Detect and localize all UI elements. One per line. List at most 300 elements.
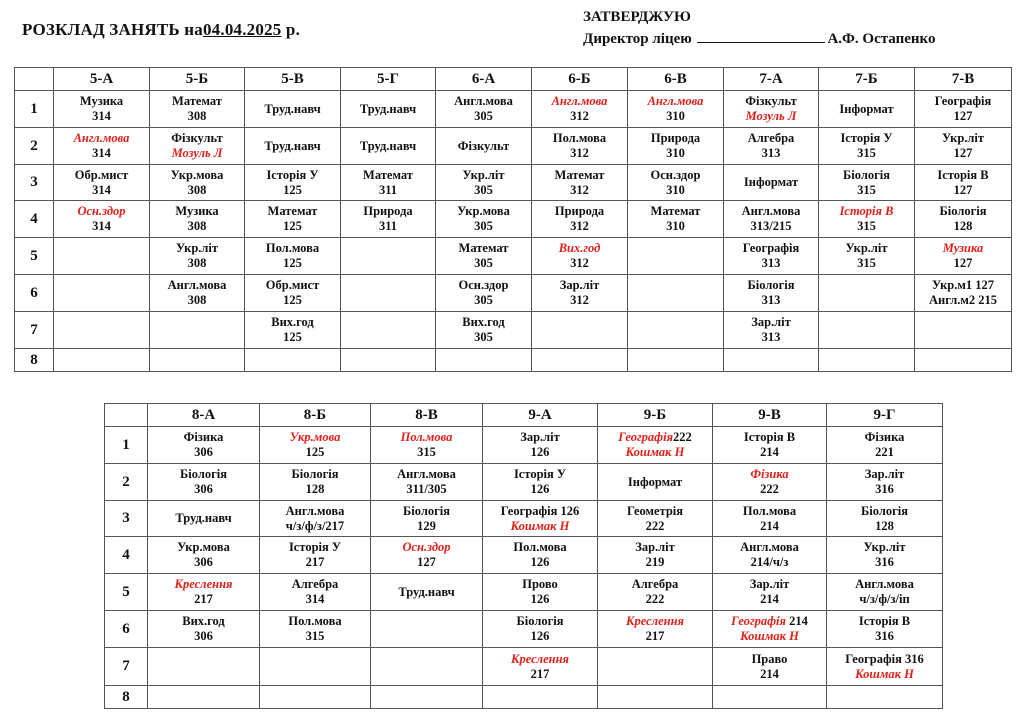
detail-text: 127 (953, 256, 973, 270)
subject-name (629, 94, 722, 109)
detail-text: 125 (283, 182, 302, 197)
lesson-cell (483, 464, 598, 501)
lesson-cell (724, 312, 819, 349)
detail-text: 219 (645, 555, 665, 569)
period-number: 3 (15, 165, 54, 201)
subject-name (484, 540, 596, 555)
subject-text: Англ.мова (740, 540, 799, 554)
subject-text: Англ.мова (454, 94, 513, 108)
subject-name (372, 585, 481, 600)
subject-text: Біологія (180, 467, 227, 481)
lesson-detail (725, 109, 817, 124)
lesson-cell (628, 312, 724, 349)
subject-text: Фізкульт (457, 138, 510, 153)
lesson-cell (628, 349, 724, 372)
lesson-cell (598, 611, 713, 648)
lesson-cell (724, 201, 819, 238)
lesson-detail (261, 482, 369, 497)
lesson-detail (533, 293, 626, 308)
subject-text: Музика (175, 204, 219, 218)
subject-text: Біологія (403, 503, 450, 518)
lesson-detail (261, 592, 369, 607)
detail-text: 315 (305, 629, 325, 643)
subject-name (820, 102, 913, 117)
detail-text: 308 (187, 293, 207, 307)
subject-text: Пол.мова (288, 614, 342, 628)
lesson-detail (599, 592, 711, 607)
lesson-cell (713, 501, 827, 537)
lesson-detail (261, 519, 369, 534)
lesson-cell (148, 648, 260, 686)
detail-text: 306 (194, 555, 213, 569)
subject-text: Біологія (747, 278, 795, 292)
lesson-cell (819, 91, 915, 128)
detail-text: Кошмак Н (740, 629, 799, 643)
period-row (105, 464, 943, 501)
period-number: 5 (15, 238, 54, 275)
subject-text: Укр.літ (175, 241, 219, 255)
lesson-cell (819, 128, 915, 165)
subject-name (820, 168, 913, 183)
period-row (105, 427, 943, 464)
detail-text: 221 (875, 445, 894, 459)
lesson-detail (820, 256, 913, 271)
subject-name (372, 467, 481, 482)
lesson-detail (246, 183, 339, 198)
subject-text: Прово (522, 577, 558, 591)
lesson-cell (724, 275, 819, 312)
period-row (105, 686, 943, 709)
detail-text: 126 (530, 592, 550, 606)
detail-text: 308 (187, 182, 207, 197)
detail-text: 316 (875, 629, 894, 643)
subject-name (246, 315, 339, 330)
period-number: 3 (105, 501, 148, 537)
lesson-cell (724, 128, 819, 165)
lesson-cell (827, 611, 943, 648)
lesson-cell (819, 349, 915, 372)
subject-text: Біологія (516, 614, 564, 628)
subject-name (437, 204, 530, 219)
lesson-detail (629, 146, 722, 161)
subject-text: Фізкульт (745, 94, 797, 108)
subject-name (725, 315, 817, 330)
detail-text: 125 (283, 219, 302, 233)
lesson-detail (629, 219, 722, 234)
subject-name (599, 475, 711, 490)
subject-name (533, 241, 626, 256)
subject-name (725, 94, 817, 109)
lesson-detail (533, 146, 626, 161)
class-header: 5-Б (150, 68, 245, 91)
lesson-cell (819, 201, 915, 238)
lesson-detail (725, 293, 817, 308)
subject-text: Математ (363, 167, 413, 182)
detail-text: 128 (953, 219, 973, 233)
lesson-cell (713, 574, 827, 611)
lesson-cell (713, 611, 827, 648)
subject-name (151, 278, 243, 293)
detail-text: 126 (530, 445, 550, 459)
subject-text: Біологія (939, 204, 987, 218)
lesson-detail (599, 445, 711, 460)
subject-name (55, 204, 148, 219)
lesson-cell (598, 686, 713, 709)
subject-text: Зар.літ (559, 278, 600, 292)
lesson-detail (714, 445, 825, 460)
subject-text: Англ.мова (855, 577, 914, 591)
lesson-detail (151, 293, 243, 308)
header-row (15, 68, 1012, 91)
lesson-detail (714, 482, 825, 497)
lesson-cell (436, 91, 532, 128)
lesson-cell (827, 686, 943, 709)
subject-text: Біологія (291, 467, 339, 481)
subject-name (916, 168, 1010, 183)
approve-heading: ЗАТВЕРДЖУЮ (583, 9, 691, 25)
lesson-cell (260, 537, 371, 574)
period-row (105, 537, 943, 574)
subject-text: Укр.мова (177, 540, 230, 554)
lesson-cell (827, 427, 943, 464)
subject-name (151, 131, 243, 146)
detail-text: 310 (666, 109, 685, 123)
subject-name (484, 652, 596, 667)
lesson-cell (54, 312, 150, 349)
lesson-cell (483, 501, 598, 537)
subject-name (484, 467, 596, 482)
detail-text: 214/ч/з (750, 555, 789, 569)
subject-name (246, 102, 339, 117)
lesson-detail (916, 219, 1010, 234)
lesson-detail (437, 256, 530, 271)
subject-text: Геометрія (626, 503, 684, 518)
lesson-cell (483, 427, 598, 464)
lesson-detail (246, 219, 339, 234)
subject-name (484, 504, 596, 519)
lesson-detail (484, 629, 596, 644)
lesson-cell (483, 537, 598, 574)
lesson-cell (819, 312, 915, 349)
subject-name (372, 430, 481, 445)
lesson-detail (828, 519, 941, 534)
lesson-cell (245, 238, 341, 275)
subject-name (820, 131, 913, 146)
lesson-cell (341, 349, 436, 372)
subject-name (725, 278, 817, 293)
subject-name (246, 168, 339, 183)
lesson-cell (54, 349, 150, 372)
period-row (105, 611, 943, 648)
lesson-detail (820, 146, 913, 161)
subject-text: Вих.год (558, 241, 601, 255)
subject-name (261, 430, 369, 445)
lesson-detail (261, 445, 369, 460)
subject-name (484, 430, 596, 445)
subject-text: Англ.мова (397, 467, 456, 481)
lesson-cell (260, 464, 371, 501)
lesson-cell (148, 574, 260, 611)
subject-name (437, 241, 530, 256)
detail-text: 127 (417, 555, 436, 569)
detail-text: 129 (417, 518, 436, 533)
subject-text: Фізкульт (171, 131, 223, 145)
detail-text: 214 (760, 592, 779, 606)
subject-text: Географія 126 (500, 503, 580, 518)
corner-cell (105, 404, 148, 427)
subject-name (151, 94, 243, 109)
subject-text: Географія (742, 241, 800, 255)
lesson-cell (827, 501, 943, 537)
detail-text: 217 (194, 592, 213, 606)
lesson-detail (151, 256, 243, 271)
lesson-detail (714, 629, 825, 644)
detail-text: 127 (953, 109, 973, 123)
subject-name (599, 540, 711, 555)
lesson-detail (246, 256, 339, 271)
lesson-cell (713, 537, 827, 574)
lesson-detail (149, 555, 258, 570)
subject-text: Інформат (839, 101, 894, 116)
subject-text: Алгебра (747, 131, 795, 145)
subject-name (916, 94, 1010, 109)
subject-text: Історія У (840, 131, 893, 145)
lesson-cell (371, 427, 483, 464)
subject-text: Природа (650, 131, 701, 145)
lesson-detail (151, 109, 243, 124)
subject-name (149, 614, 258, 629)
lesson-detail (437, 109, 530, 124)
lesson-cell (532, 275, 628, 312)
subject-text: Алгебра (291, 577, 339, 591)
lesson-cell (371, 574, 483, 611)
lesson-cell (260, 501, 371, 537)
detail-text: 308 (187, 256, 207, 270)
title-prefix: РОЗКЛАД ЗАНЯТЬ на (22, 20, 203, 39)
detail-text: 310 (666, 182, 685, 197)
subject-text: Труд.навч (359, 138, 417, 153)
subject-name (828, 467, 941, 482)
detail-text: 214 (760, 445, 779, 459)
subject-text: Фізика (750, 467, 789, 481)
lesson-detail (599, 629, 711, 644)
subject-text: Англ.мова (647, 94, 704, 108)
lesson-detail (725, 256, 817, 271)
lesson-cell (915, 201, 1012, 238)
lesson-cell (915, 349, 1012, 372)
detail-text: 305 (474, 219, 493, 233)
lesson-detail (916, 256, 1010, 271)
lesson-cell (54, 275, 150, 312)
class-header: 5-В (245, 68, 341, 91)
class-header: 7-Б (819, 68, 915, 91)
lesson-cell (260, 574, 371, 611)
lesson-cell (483, 611, 598, 648)
subject-text: Осн.здор (458, 278, 509, 292)
lesson-cell (148, 686, 260, 709)
lesson-detail (261, 629, 369, 644)
subject-name (55, 94, 148, 109)
page-title (22, 20, 300, 40)
detail-text: 217 (305, 555, 325, 569)
subject-text: Зар.літ (749, 577, 790, 591)
period-row (15, 312, 1012, 349)
detail-text: 312 (570, 146, 589, 160)
lesson-cell (371, 648, 483, 686)
lesson-detail (599, 555, 711, 570)
detail-text: 316 (875, 555, 894, 569)
subject-name (916, 278, 1010, 293)
subject-text: Креслення (174, 577, 233, 591)
subject-text: Біологія (843, 167, 890, 182)
lesson-detail (372, 519, 481, 534)
subject-text: Пол.мова (265, 241, 320, 255)
subject-name (246, 139, 339, 154)
subject-text: Географія (618, 430, 674, 444)
lesson-cell (628, 275, 724, 312)
subject-text: Укр.літ (462, 167, 505, 182)
lesson-detail (484, 519, 596, 534)
lesson-detail (261, 555, 369, 570)
subject-text: Англ.мова (551, 94, 608, 108)
lesson-cell (915, 165, 1012, 201)
subject-text: Креслення (626, 614, 684, 628)
lesson-detail (828, 555, 941, 570)
class-header: 8-А (148, 404, 260, 427)
subject-text: Зар.літ (520, 430, 560, 444)
lesson-detail (916, 109, 1010, 124)
class-header: 9-Б (598, 404, 713, 427)
lesson-cell (915, 128, 1012, 165)
detail-text: 313/215 (750, 219, 792, 233)
subject-name (828, 614, 941, 629)
subject-text: Історія В (937, 167, 989, 182)
lesson-detail (372, 482, 481, 497)
subject-name (714, 504, 825, 519)
subject-text: Пол.мова (400, 430, 453, 444)
lesson-cell (532, 165, 628, 201)
lesson-detail (533, 109, 626, 124)
subject-text: Укр.літ (941, 131, 985, 145)
detail-text: 308 (187, 219, 207, 233)
subject-text: Музика (79, 94, 124, 108)
lesson-detail (533, 183, 626, 198)
subject-name (599, 504, 711, 519)
lesson-cell (150, 312, 245, 349)
lesson-detail (820, 183, 913, 198)
subject-name (261, 504, 369, 519)
subject-text: Англ.мова (741, 204, 801, 218)
lesson-cell (54, 165, 150, 201)
detail-text: 316 (875, 482, 894, 496)
lesson-cell (483, 648, 598, 686)
lesson-detail (437, 293, 530, 308)
lesson-cell (713, 427, 827, 464)
lesson-cell (371, 464, 483, 501)
subject-name (725, 241, 817, 256)
subject-text: Природа (363, 204, 413, 218)
subject-name (55, 131, 148, 146)
detail-text: 127 (953, 182, 973, 197)
detail-text: 314 (92, 219, 111, 233)
subject-name (342, 139, 434, 154)
detail-text: 308 (187, 109, 207, 123)
lesson-detail (533, 256, 626, 271)
class-header: 9-А (483, 404, 598, 427)
lesson-cell (724, 238, 819, 275)
subject-text: Зар.літ (751, 315, 791, 329)
detail-text: 315 (857, 182, 876, 197)
subject-name (916, 131, 1010, 146)
lesson-cell (915, 238, 1012, 275)
lesson-cell (436, 238, 532, 275)
lesson-cell (532, 238, 628, 275)
subject-text: Вих.год (182, 614, 225, 628)
lesson-detail (437, 183, 530, 198)
subject-text: Математ (650, 204, 701, 218)
period-row (15, 201, 1012, 238)
lesson-cell (598, 464, 713, 501)
subject-text: Географія (731, 614, 786, 628)
lesson-detail (151, 183, 243, 198)
lesson-cell (819, 165, 915, 201)
subject-text: Історія У (288, 540, 342, 554)
subject-text: Труд.навч (264, 101, 321, 116)
lesson-detail (437, 330, 530, 345)
subject-text: Укр.літ (863, 540, 906, 554)
detail-text: 126 (530, 482, 550, 496)
subject-name (725, 175, 817, 190)
lesson-cell (827, 648, 943, 686)
period-number: 8 (105, 686, 148, 709)
header-row (105, 404, 943, 427)
subject-name (261, 467, 369, 482)
lesson-cell (436, 349, 532, 372)
lesson-detail (55, 219, 148, 234)
subject-text: Пол.мова (513, 540, 567, 554)
lesson-detail (629, 183, 722, 198)
lesson-detail (820, 219, 913, 234)
director-name: А.Ф. Остапенко (827, 31, 936, 47)
lesson-cell (148, 427, 260, 464)
subject-name (149, 577, 258, 592)
lesson-cell (532, 91, 628, 128)
subject-text: Інформат (743, 175, 799, 189)
subject-name (437, 94, 530, 109)
detail-text: 314 (92, 182, 111, 197)
detail-text: 305 (474, 109, 493, 123)
detail-text: 313 (761, 293, 781, 307)
subject-name (725, 204, 817, 219)
subject-text: Географія (934, 94, 992, 108)
period-row (15, 165, 1012, 201)
period-row (15, 128, 1012, 165)
lesson-cell (532, 201, 628, 238)
director-label: Директор ліцею (583, 31, 692, 47)
subject-name (149, 467, 258, 482)
subject-name (437, 315, 530, 330)
subject-text: Математ (458, 241, 509, 255)
subject-text: Історія В (858, 614, 911, 628)
period-row (15, 91, 1012, 128)
lesson-cell (436, 201, 532, 238)
lesson-detail (725, 330, 817, 345)
lesson-cell (148, 611, 260, 648)
subject-name (714, 540, 825, 555)
lesson-detail (149, 629, 258, 644)
subject-name (533, 168, 626, 183)
lesson-detail (246, 330, 339, 345)
